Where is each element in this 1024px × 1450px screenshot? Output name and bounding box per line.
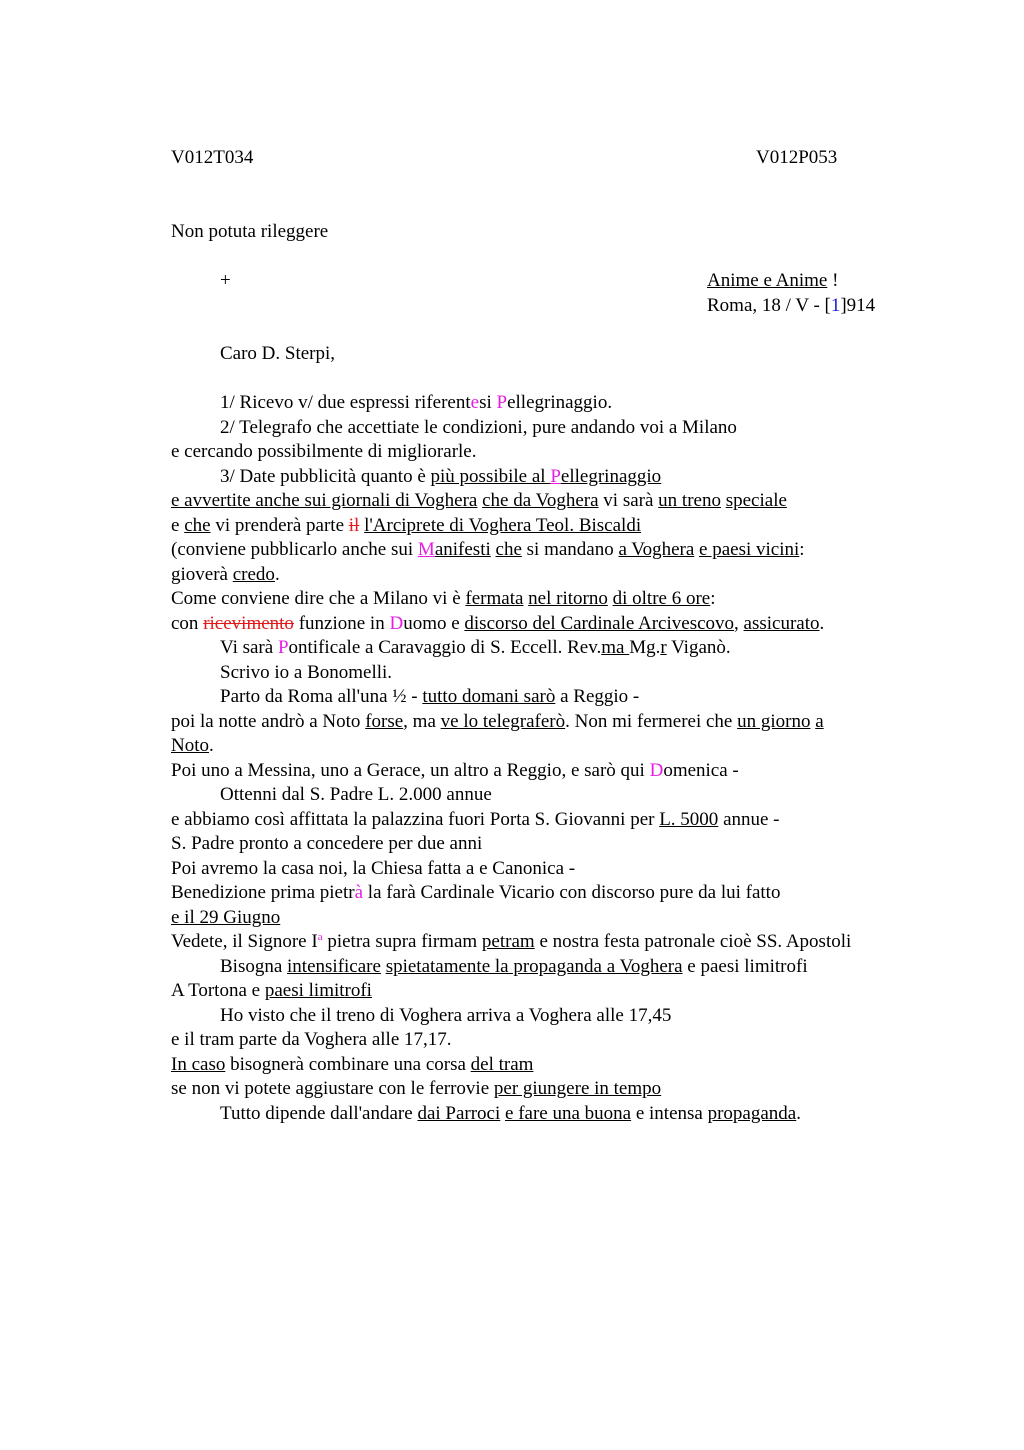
body-line — [171, 1028, 951, 1053]
text-segment: , — [734, 612, 744, 634]
text-segment: . — [796, 1102, 801, 1124]
struck-text: il — [348, 514, 360, 536]
body-line — [171, 1102, 951, 1127]
text-segment: A Tortona e — [171, 980, 265, 1001]
text-segment: che — [495, 539, 522, 560]
text-segment: fermata — [465, 588, 524, 609]
text-segment: ellegrinaggio — [560, 465, 662, 487]
body-line — [171, 783, 951, 808]
editorial-correction: à — [354, 882, 364, 903]
text-segment: l'Arciprete di Voghera Teol. Biscaldi — [364, 514, 642, 536]
body-line — [171, 685, 951, 710]
text-segment: Ho visto che il treno di Voghera arriva a Voghera alle 17,45 — [220, 1004, 672, 1026]
text-segment: e intensa — [631, 1102, 708, 1124]
body-line — [171, 734, 951, 759]
text-segment: funzione in — [293, 612, 390, 634]
text-segment: e il tram parte da Voghera alle 17,17. — [171, 1029, 452, 1050]
motto-exclamation: ! — [827, 270, 839, 291]
text-segment: . — [819, 612, 825, 634]
text-segment: . — [209, 735, 214, 756]
text-segment: In caso — [171, 1053, 226, 1075]
text-segment: pietra supra firmam — [322, 931, 482, 952]
editorial-correction: a — [317, 931, 323, 943]
body-line — [171, 857, 951, 882]
text-segment: S. Padre pronto a concedere per due anni — [171, 833, 483, 854]
text-segment: ontificale a Caravaggio di S. Eccell. Rev. — [288, 637, 602, 658]
text-segment: per giungere in tempo — [493, 1078, 662, 1099]
text-segment: : — [799, 539, 805, 560]
text-segment: forse — [365, 710, 404, 732]
text-segment: Benedizione prima pietr — [171, 882, 355, 903]
text-segment: anifesti — [434, 539, 491, 560]
body-line — [171, 661, 951, 686]
text-segment: si mandano — [521, 539, 619, 560]
text-segment: ellegrinaggio. — [507, 392, 613, 413]
text-segment: nel ritorno — [528, 588, 608, 609]
text-segment: discorso del Cardinale Arcivescovo — [464, 612, 735, 634]
text-segment: se non vi potete aggiustare con le ferrovie — [171, 1078, 494, 1099]
body-line — [171, 955, 951, 980]
body-line — [171, 881, 951, 906]
text-segment: del tram — [470, 1053, 534, 1075]
text-segment: (conviene pubblicarlo anche sui — [171, 539, 418, 560]
body-line — [171, 514, 951, 539]
body-line — [171, 465, 951, 490]
text-segment: di oltre 6 ore — [612, 588, 711, 609]
body-line — [171, 489, 951, 514]
body-line — [171, 832, 951, 857]
body-line — [171, 906, 951, 931]
text-segment: più possibile al — [430, 465, 551, 487]
salutation: Caro D. Sterpi, — [220, 343, 336, 364]
body-line — [171, 612, 951, 637]
text-segment: Bisogna — [220, 955, 288, 977]
text-segment: Tutto dipende dall'andare — [220, 1102, 418, 1124]
body-line — [171, 759, 951, 784]
text-segment: che da Voghera — [482, 490, 599, 511]
text-segment: un giorno — [737, 710, 811, 732]
text-segment: e paesi limitrofi — [682, 955, 808, 977]
text-segment: uomo e — [403, 612, 465, 634]
body-line — [171, 710, 951, 735]
text-segment: e avvertite anche sui giornali di Voghera — [171, 490, 478, 511]
body-line — [171, 1077, 951, 1102]
body-line — [171, 587, 951, 612]
text-segment: e fare una buona — [505, 1102, 632, 1124]
text-segment: intensificare — [287, 955, 381, 977]
text-segment: Vi sarà — [220, 637, 278, 658]
motto-line — [707, 269, 875, 294]
text-segment: speciale — [725, 490, 787, 511]
motto-text: Anime e Anime — [707, 270, 828, 291]
text-segment: 2/ Telegrafo che accettiate le condizioni, pure andando voi a Milano — [220, 416, 737, 438]
text-segment: paesi limitrofi — [264, 980, 372, 1001]
text-segment: . Non mi fermerei che — [565, 710, 738, 732]
text-segment: Noto — [171, 735, 209, 756]
text-segment: con — [171, 612, 204, 634]
editorial-correction: M — [417, 539, 435, 560]
body-line — [171, 1053, 951, 1078]
text-segment: si — [479, 392, 497, 413]
text-segment: Viganò. — [666, 637, 731, 658]
text-segment: a Voghera — [618, 539, 695, 560]
body-line — [171, 636, 951, 661]
editorial-correction: P — [550, 465, 561, 487]
text-segment: : — [710, 588, 716, 609]
editorial-correction: P — [496, 392, 508, 413]
text-segment: credo — [232, 563, 275, 585]
text-segment: bisognerà combinare una corsa — [225, 1053, 471, 1075]
text-segment: Come conviene dire che a Milano vi è — [171, 588, 466, 609]
text-segment: Scrivo io a Bonomelli. — [220, 661, 393, 683]
body-line — [171, 1004, 951, 1029]
text-segment: poi la notte andrò a Noto — [171, 710, 366, 732]
struck-text: ricevimento — [203, 612, 294, 634]
text-segment: un treno — [658, 490, 721, 511]
text-segment: e paesi vicini — [699, 539, 800, 560]
text-segment: ma — [601, 637, 630, 658]
editor-note: Non potuta rileggere — [171, 221, 329, 242]
text-segment: e — [171, 514, 185, 536]
body-line — [171, 416, 951, 441]
body-line — [171, 930, 951, 955]
text-segment: L. 5000 — [659, 808, 719, 830]
date-line — [707, 294, 875, 319]
date-part-restored: 1 — [830, 294, 841, 316]
body-line — [171, 563, 951, 588]
dateline-block — [707, 269, 875, 318]
text-segment: Ottenni dal S. Padre L. 2.000 annue — [220, 784, 492, 805]
text-segment: vi sarà — [598, 490, 659, 511]
text-segment: ve lo telegraferò — [440, 710, 566, 732]
document-code-right: V012P053 — [756, 147, 838, 168]
text-segment: 3/ Date pubblicità quanto è — [220, 465, 431, 487]
text-segment: e il 29 Giugno — [171, 906, 281, 928]
text-segment: 1/ Ricevo v/ due espressi riferent — [220, 392, 471, 413]
body-line — [171, 440, 951, 465]
text-segment: che — [184, 514, 211, 536]
date-part-a: Roma, 18 / V - [ — [707, 294, 831, 316]
document-code-left: V012T034 — [171, 147, 254, 168]
text-segment: vi prenderà parte — [210, 514, 349, 536]
letter-body — [171, 391, 951, 1126]
editorial-correction: P — [277, 637, 289, 658]
date-part-c: ]914 — [840, 294, 876, 316]
text-segment: propaganda — [707, 1102, 797, 1124]
text-segment: assicurato — [743, 612, 820, 634]
text-segment: , ma — [403, 710, 441, 732]
editorial-correction: e — [470, 392, 480, 413]
text-segment: Mg. — [629, 637, 661, 658]
editorial-correction: D — [649, 759, 664, 781]
text-segment: spietatamente la propaganda a Voghera — [385, 955, 683, 977]
editorial-correction: D — [389, 612, 404, 634]
text-segment: tutto domani sarò — [422, 686, 556, 707]
text-segment: Parto da Roma all'una ½ - — [220, 686, 423, 707]
body-line — [171, 979, 951, 1004]
body-line — [171, 391, 951, 416]
text-segment: e nostra festa patronale cioè SS. Apostoli — [534, 931, 852, 952]
text-segment: Poi avremo la casa noi, la Chiesa fatta a e Canonica - — [171, 857, 576, 879]
text-segment: annue - — [718, 808, 780, 830]
text-segment: omenica - — [663, 759, 739, 781]
body-line — [171, 808, 951, 833]
text-segment: Poi uno a Messina, uno a Gerace, un altro a Reggio, e sarò qui — [171, 759, 650, 781]
text-segment: e cercando possibilmente di migliorarle. — [171, 441, 477, 462]
text-segment: . — [274, 563, 280, 585]
cross-mark: + — [220, 270, 231, 291]
body-line — [171, 538, 951, 563]
text-segment: r — [660, 637, 667, 658]
text-segment: a Reggio - — [555, 686, 640, 707]
text-segment: e abbiamo così affittata la palazzina fuori Porta S. Giovanni per — [171, 808, 660, 830]
text-segment: petram — [481, 931, 535, 952]
text-segment: Vedete, il Signore I — [171, 931, 318, 952]
text-segment: a — [815, 710, 824, 732]
text-segment: dai Parroci — [417, 1102, 501, 1124]
text-segment: la farà Cardinale Vicario con discorso pure da lui fatto — [363, 882, 781, 903]
text-segment: gioverà — [171, 563, 233, 585]
